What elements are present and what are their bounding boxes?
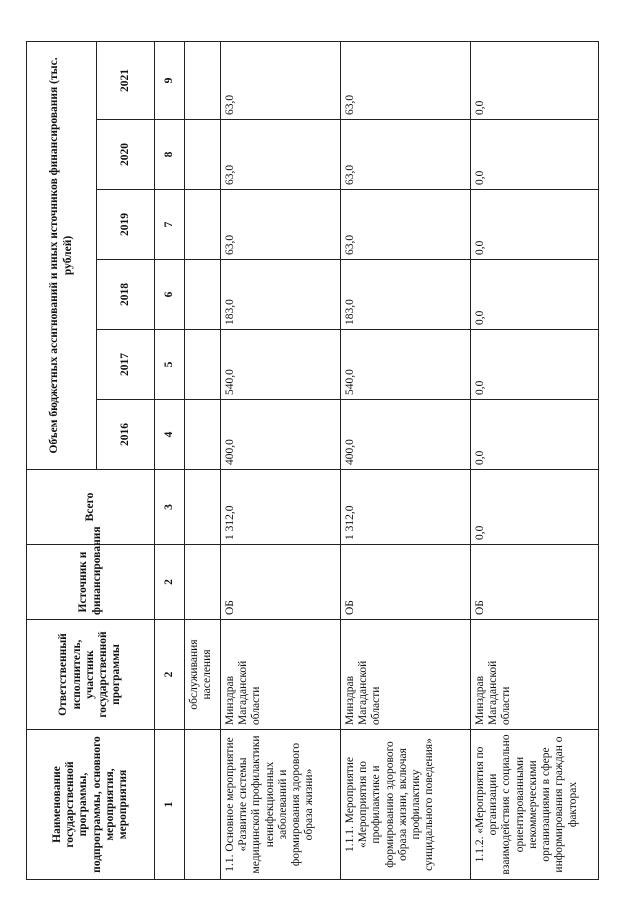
row-value — [185, 190, 221, 260]
column-index: 8 — [155, 120, 185, 190]
header-year: 2020 — [97, 120, 155, 190]
header-year: 2017 — [97, 330, 155, 400]
row-value: 400,0 — [341, 400, 471, 470]
row-total: 0,0 — [471, 470, 599, 545]
header-funding-group: Объем бюджетных ассигнований и иных источников финансирования (тыс. рублей) — [27, 41, 97, 469]
table-row — [341, 41, 471, 879]
header-year: 2018 — [97, 260, 155, 330]
header-year: 2016 — [97, 400, 155, 470]
header-name: Наименование государственной программы, подпрограммы, основного мероприятия, мероприятия — [27, 730, 155, 880]
row-total: 1 312,0 — [341, 470, 471, 545]
row-executor: Минздрав Магаданской области — [471, 620, 599, 730]
row-name: 1.1. Основное мероприятие «Развитие системы медицинской профилактики неинфекционных заболеваний и формирования здорового образа жизни» — [221, 730, 341, 880]
column-index: 6 — [155, 260, 185, 330]
row-value: 0,0 — [471, 41, 599, 119]
row-executor: обслуживания населения — [185, 620, 221, 730]
table-row — [471, 41, 599, 879]
funding-table — [26, 41, 599, 880]
column-index: 2 — [155, 620, 185, 730]
row-value: 63,0 — [221, 190, 341, 260]
row-value: 540,0 — [341, 330, 471, 400]
row-value — [185, 120, 221, 190]
row-value — [185, 260, 221, 330]
row-value: 0,0 — [471, 190, 599, 260]
column-index-row — [155, 41, 185, 879]
row-executor: Минздрав Магаданской области — [341, 620, 471, 730]
row-value: 63,0 — [221, 120, 341, 190]
column-index: 3 — [155, 470, 185, 545]
header-year: 2019 — [97, 190, 155, 260]
column-index: 4 — [155, 400, 185, 470]
table-row — [185, 41, 221, 879]
row-source: ОБ — [341, 545, 471, 620]
row-source: ОБ — [471, 545, 599, 620]
row-value — [185, 400, 221, 470]
row-value: 0,0 — [471, 260, 599, 330]
row-value — [185, 330, 221, 400]
column-index: 5 — [155, 330, 185, 400]
row-total — [185, 470, 221, 545]
header-row-1 — [27, 41, 97, 879]
row-value: 183,0 — [341, 260, 471, 330]
row-value: 0,0 — [471, 330, 599, 400]
row-value: 63,0 — [341, 41, 471, 119]
rotated-table-wrapper — [26, 42, 598, 880]
row-value: 540,0 — [221, 330, 341, 400]
row-value: 63,0 — [341, 190, 471, 260]
row-value: 0,0 — [471, 400, 599, 470]
row-total: 1 312,0 — [221, 470, 341, 545]
column-index: 2 — [155, 545, 185, 620]
row-name: 1.1.1. Мероприятие «Мероприятия по профилактике и формированию здорового образа жизни, включая профилактику суицидального поведения» — [341, 730, 471, 880]
header-year: 2021 — [97, 41, 155, 119]
table-row — [221, 41, 341, 879]
header-source: Источник и финансирования — [27, 545, 155, 620]
header-total: Всего — [27, 470, 155, 545]
column-index: 1 — [155, 730, 185, 880]
row-name: 1.1.2. «Мероприятия по организации взаимодействия с социально ориентированными некоммерческими организациями в сфере информирования граждан о факторах — [471, 730, 599, 880]
column-index: 7 — [155, 190, 185, 260]
row-value: 63,0 — [341, 120, 471, 190]
row-value: 400,0 — [221, 400, 341, 470]
row-executor: Минздрав Магаданской области — [221, 620, 341, 730]
row-value — [185, 41, 221, 119]
column-index: 9 — [155, 41, 185, 119]
row-source — [185, 545, 221, 620]
row-source: ОБ — [221, 545, 341, 620]
row-value: 0,0 — [471, 120, 599, 190]
row-name — [185, 730, 221, 880]
row-value: 183,0 — [221, 260, 341, 330]
row-value: 63,0 — [221, 41, 341, 119]
header-executor: Ответственный исполнитель, участник государственной программы — [27, 620, 155, 730]
